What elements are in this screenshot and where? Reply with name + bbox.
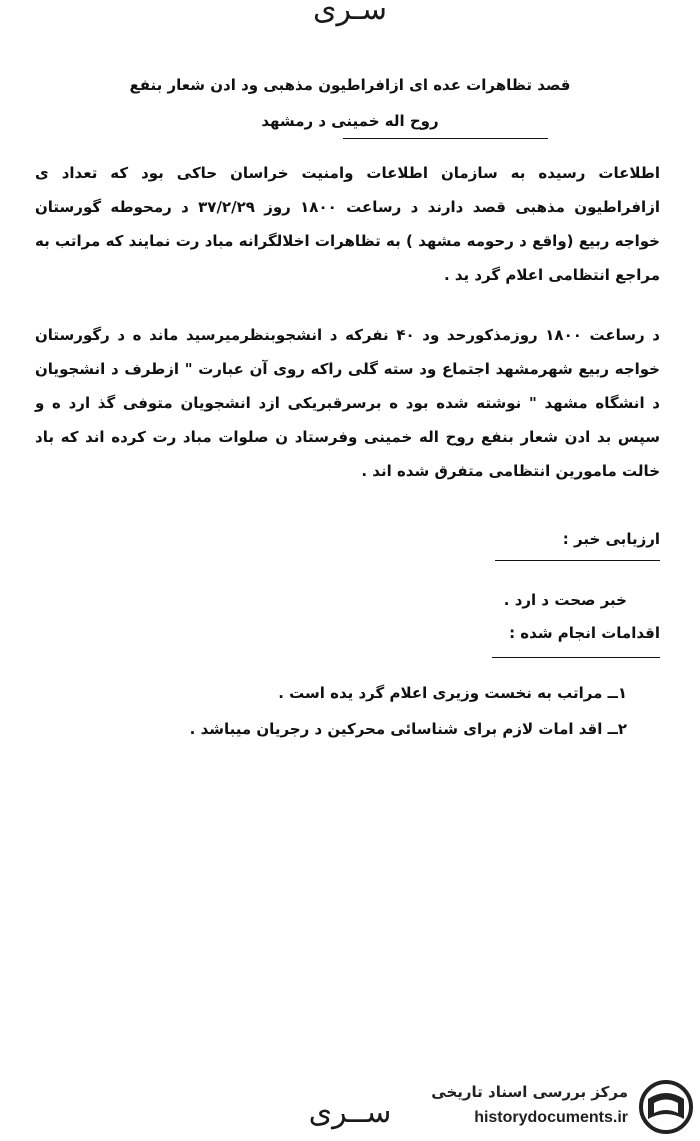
assessment-label: ارزیابی خبر : (562, 530, 660, 548)
assessment-value: خبر صحت د ارد . (503, 591, 627, 609)
report-paragraph-2: د رساعت ۱۸۰۰ روزمذکورحد ود ۴۰ نفرکه د انشجوبنظرمیرسید ماند ه د رگورستان خواجه ربیع شهرمشهد اجتماع ود سته گلی راکه روی آن عبارت " ازطرف د انشجویان د انشگاه مشهد " نوشته شده بود ه برسرقبریکی ازد انشجویان متوفی گذ ارد ه و سپس بد ادن شعار بنفع روح اله خمینی وفرستاد ن صلوات مباد رت کرده اند که باد خالت مامورین انتظامی متفرق شده اند . (35, 326, 660, 480)
actions-label: اقدامات انجام شده : (509, 624, 660, 642)
action-item-2: ۲ــ اقد امات لازم برای شناسائی محرکین د رجریان میباشد . (189, 720, 627, 738)
assessment-underline (495, 560, 660, 561)
logo-text-persian: مرکز بررسی اسناد تاریخی (431, 1083, 628, 1101)
archive-seal-icon (638, 1079, 694, 1135)
title-line-2: روح اله خمینی د رمشهد (261, 112, 439, 130)
action-item-1: ۱ــ مراتب به نخست وزیری اعلام گرد یده است . (278, 684, 627, 702)
classification-mark-bottom: ســرى (308, 1095, 392, 1130)
watermark-logo (408, 1075, 698, 1137)
title-underline (343, 138, 548, 139)
logo-text-url: historydocuments.ir (474, 1109, 628, 1126)
report-paragraph-1: اطلاعات رسیده به سازمان اطلاعات وامنیت خراسان حاکی بود که تعداد ی ازافراطیون مذهبی قصد دارند د رساعت ۱۸۰۰ روز ۳۷/۲/۲۹ د رمحوطه گورستان خواجه ربیع (واقع د رحومه مشهد ) به تظاهرات اخلالگرانه مباد رت نمایند که مراتب به مراجع انتظامی اعلام گرد ید . (35, 164, 660, 284)
actions-underline (492, 657, 660, 658)
title-line-1: قصد تظاهرات عده ای ازافراطیون مذهبی ود ادن شعار بنفع (129, 76, 571, 94)
classification-mark-top: سـرى (313, 0, 387, 27)
